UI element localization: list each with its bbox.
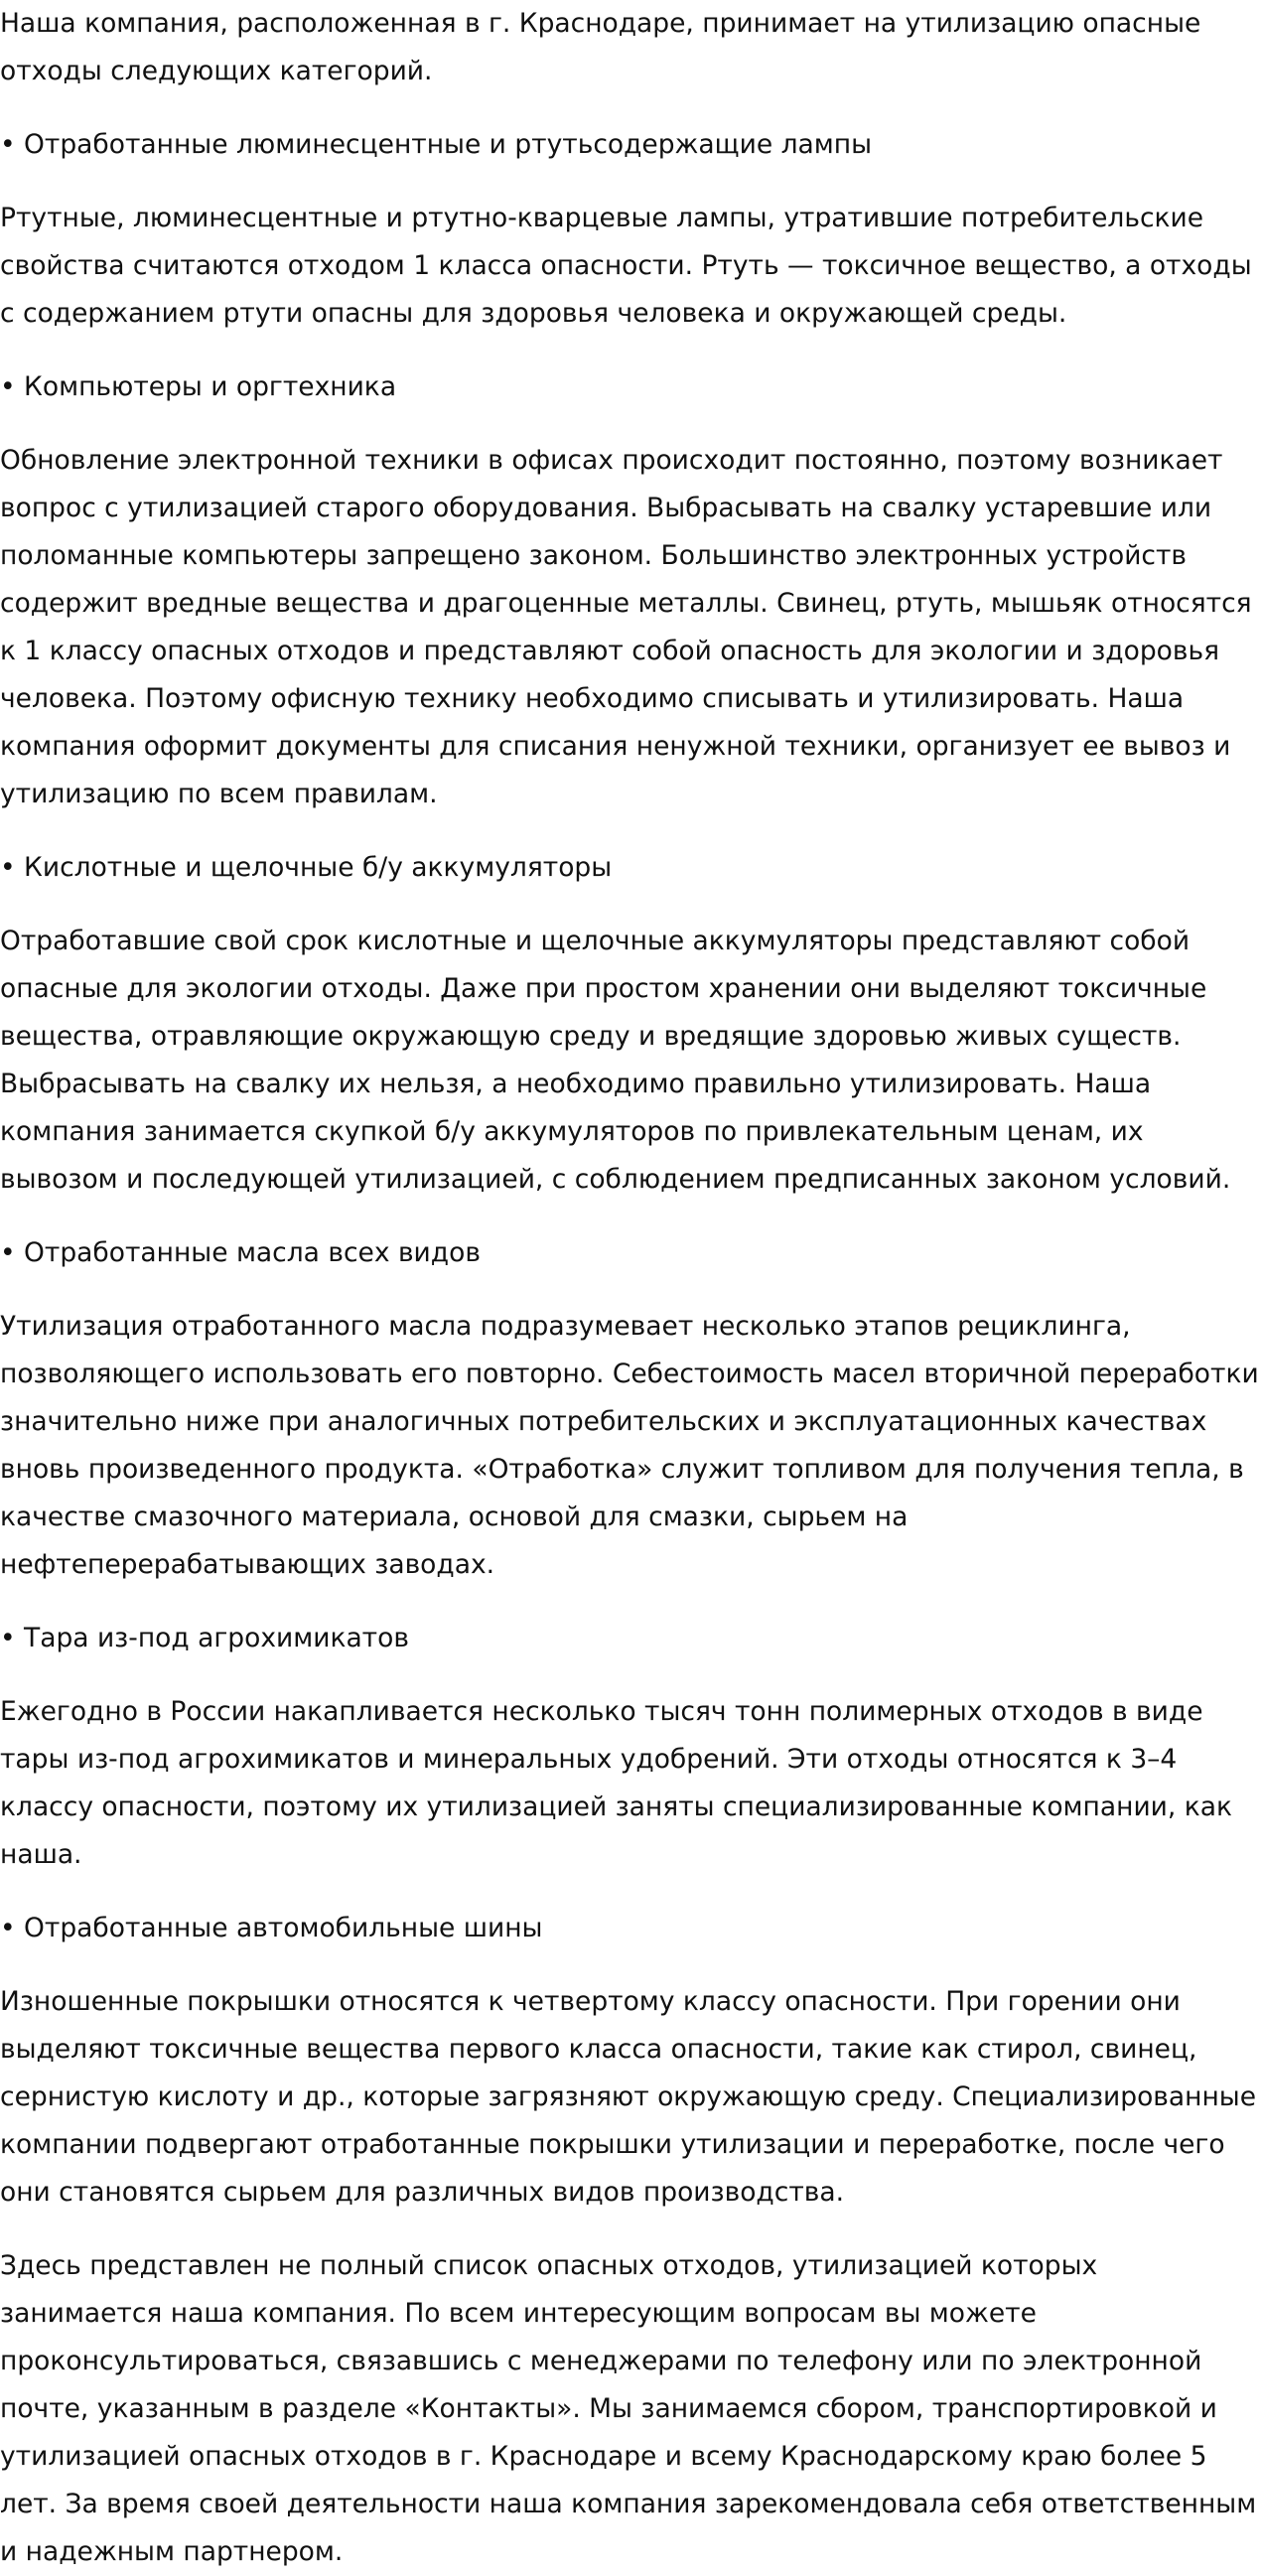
section-heading-computers: • Компьютеры и оргтехника — [0, 371, 397, 402]
section-body-agrochemical-containers: Ежегодно в России накапливается несколько тысяч тонн полимерных отходов в виде тары из-под агрохимикатов и минеральных удобрений. Эти отходы относятся к 3–4 классу опасности, поэтому их утилизацией заняты специализированные компании, как наша. — [0, 1696, 1232, 1870]
section-body-tires: Изношенные покрышки относятся к четвертому классу опасности. При горении они выделяют токсичные вещества первого класса опасности, такие как стирол, свинец, сернистую кислоту и др., которые загрязняют окружающую среду. Специализированные компании подвергают отработанные покрышки утилизации и переработке, после чего они становятся сырьем для различных видов производства. — [0, 1986, 1257, 2208]
section-heading-oils: • Отработанные масла всех видов — [0, 1237, 481, 1268]
section-body-batteries: Отработавшие свой срок кислотные и щелочные аккумуляторы представляют собой опасные для экологии отходы. Даже при простом хранении они выделяют токсичные вещества, отравляющие окружающую среду и вредящие здоровью живых существ. Выбрасывать на свалку их нельзя, а необходимо правильно утилизировать. Наша компания занимается скупкой б/у аккумуляторов по привлекательным ценам, их вывозом и последующей утилизацией, с соблюдением предписанных законом условий. — [0, 926, 1231, 1195]
section-heading-lamps: • Отработанные люминесцентные и ртутьсодержащие лампы — [0, 129, 872, 160]
section-body-computers: Обновление электронной техники в офисах происходит постоянно, поэтому возникает вопрос с утилизацией старого оборудования. Выбрасывать на свалку устаревшие или поломанные компьютеры запрещено законом. Большинство электронных устройств содержит вредные вещества и драгоценные металлы. Свинец, ртуть, мышьяк относятся к 1 классу опасных отходов и представляют собой опасность для экологии и здоровья человека. Поэтому офисную технику необходимо списывать и утилизировать. Наша компания оформит документы для списания ненужной техники, организует ее вывоз и утилизацию по всем правилам. — [0, 445, 1252, 809]
section-heading-agrochemical-containers: • Тара из-под агрохимикатов — [0, 1623, 409, 1653]
conclusion-paragraph: Здесь представлен не полный список опасных отходов, утилизацией которых занимается наша компания. По всем интересующим вопросам вы можете проконсультироваться, связавшись с менеджерами по телефону или по электронной почте, указанным в разделе «Контакты». Мы занимаемся сбором, транспортировкой и утилизацией опасных отходов в г. Краснодаре и всему Краснодарскому краю более 5 лет. За время своей деятельности наша компания зарекомендовала себя ответственным и надежным партнером. — [0, 2250, 1257, 2567]
section-body-oils: Утилизация отработанного масла подразумевает несколько этапов рециклинга, позволяющего использовать его повторно. Себестоимость масел вторичной переработки значительно ниже при аналогичных потребительских и эксплуатационных качествах вновь произведенного продукта. «Отработка» служит топливом для получения тепла, в качестве смазочного материала, основой для смазки, сырьем на нефтеперерабатывающих заводах. — [0, 1311, 1259, 1580]
section-heading-tires: • Отработанные автомобильные шины — [0, 1913, 543, 1943]
section-body-lamps: Ртутные, люминесцентные и ртутно-кварцевые лампы, утратившие потребительские свойства считаются отходом 1 класса опасности. Ртуть — токсичное вещество, а отходы с содержанием ртути опасны для здоровья человека и окружающей среды. — [0, 203, 1252, 329]
intro-paragraph: Наша компания, расположенная в г. Краснодаре, принимает на утилизацию опасные отходы следующих категорий. — [0, 8, 1201, 86]
section-heading-batteries: • Кислотные и щелочные б/у аккумуляторы — [0, 852, 613, 883]
